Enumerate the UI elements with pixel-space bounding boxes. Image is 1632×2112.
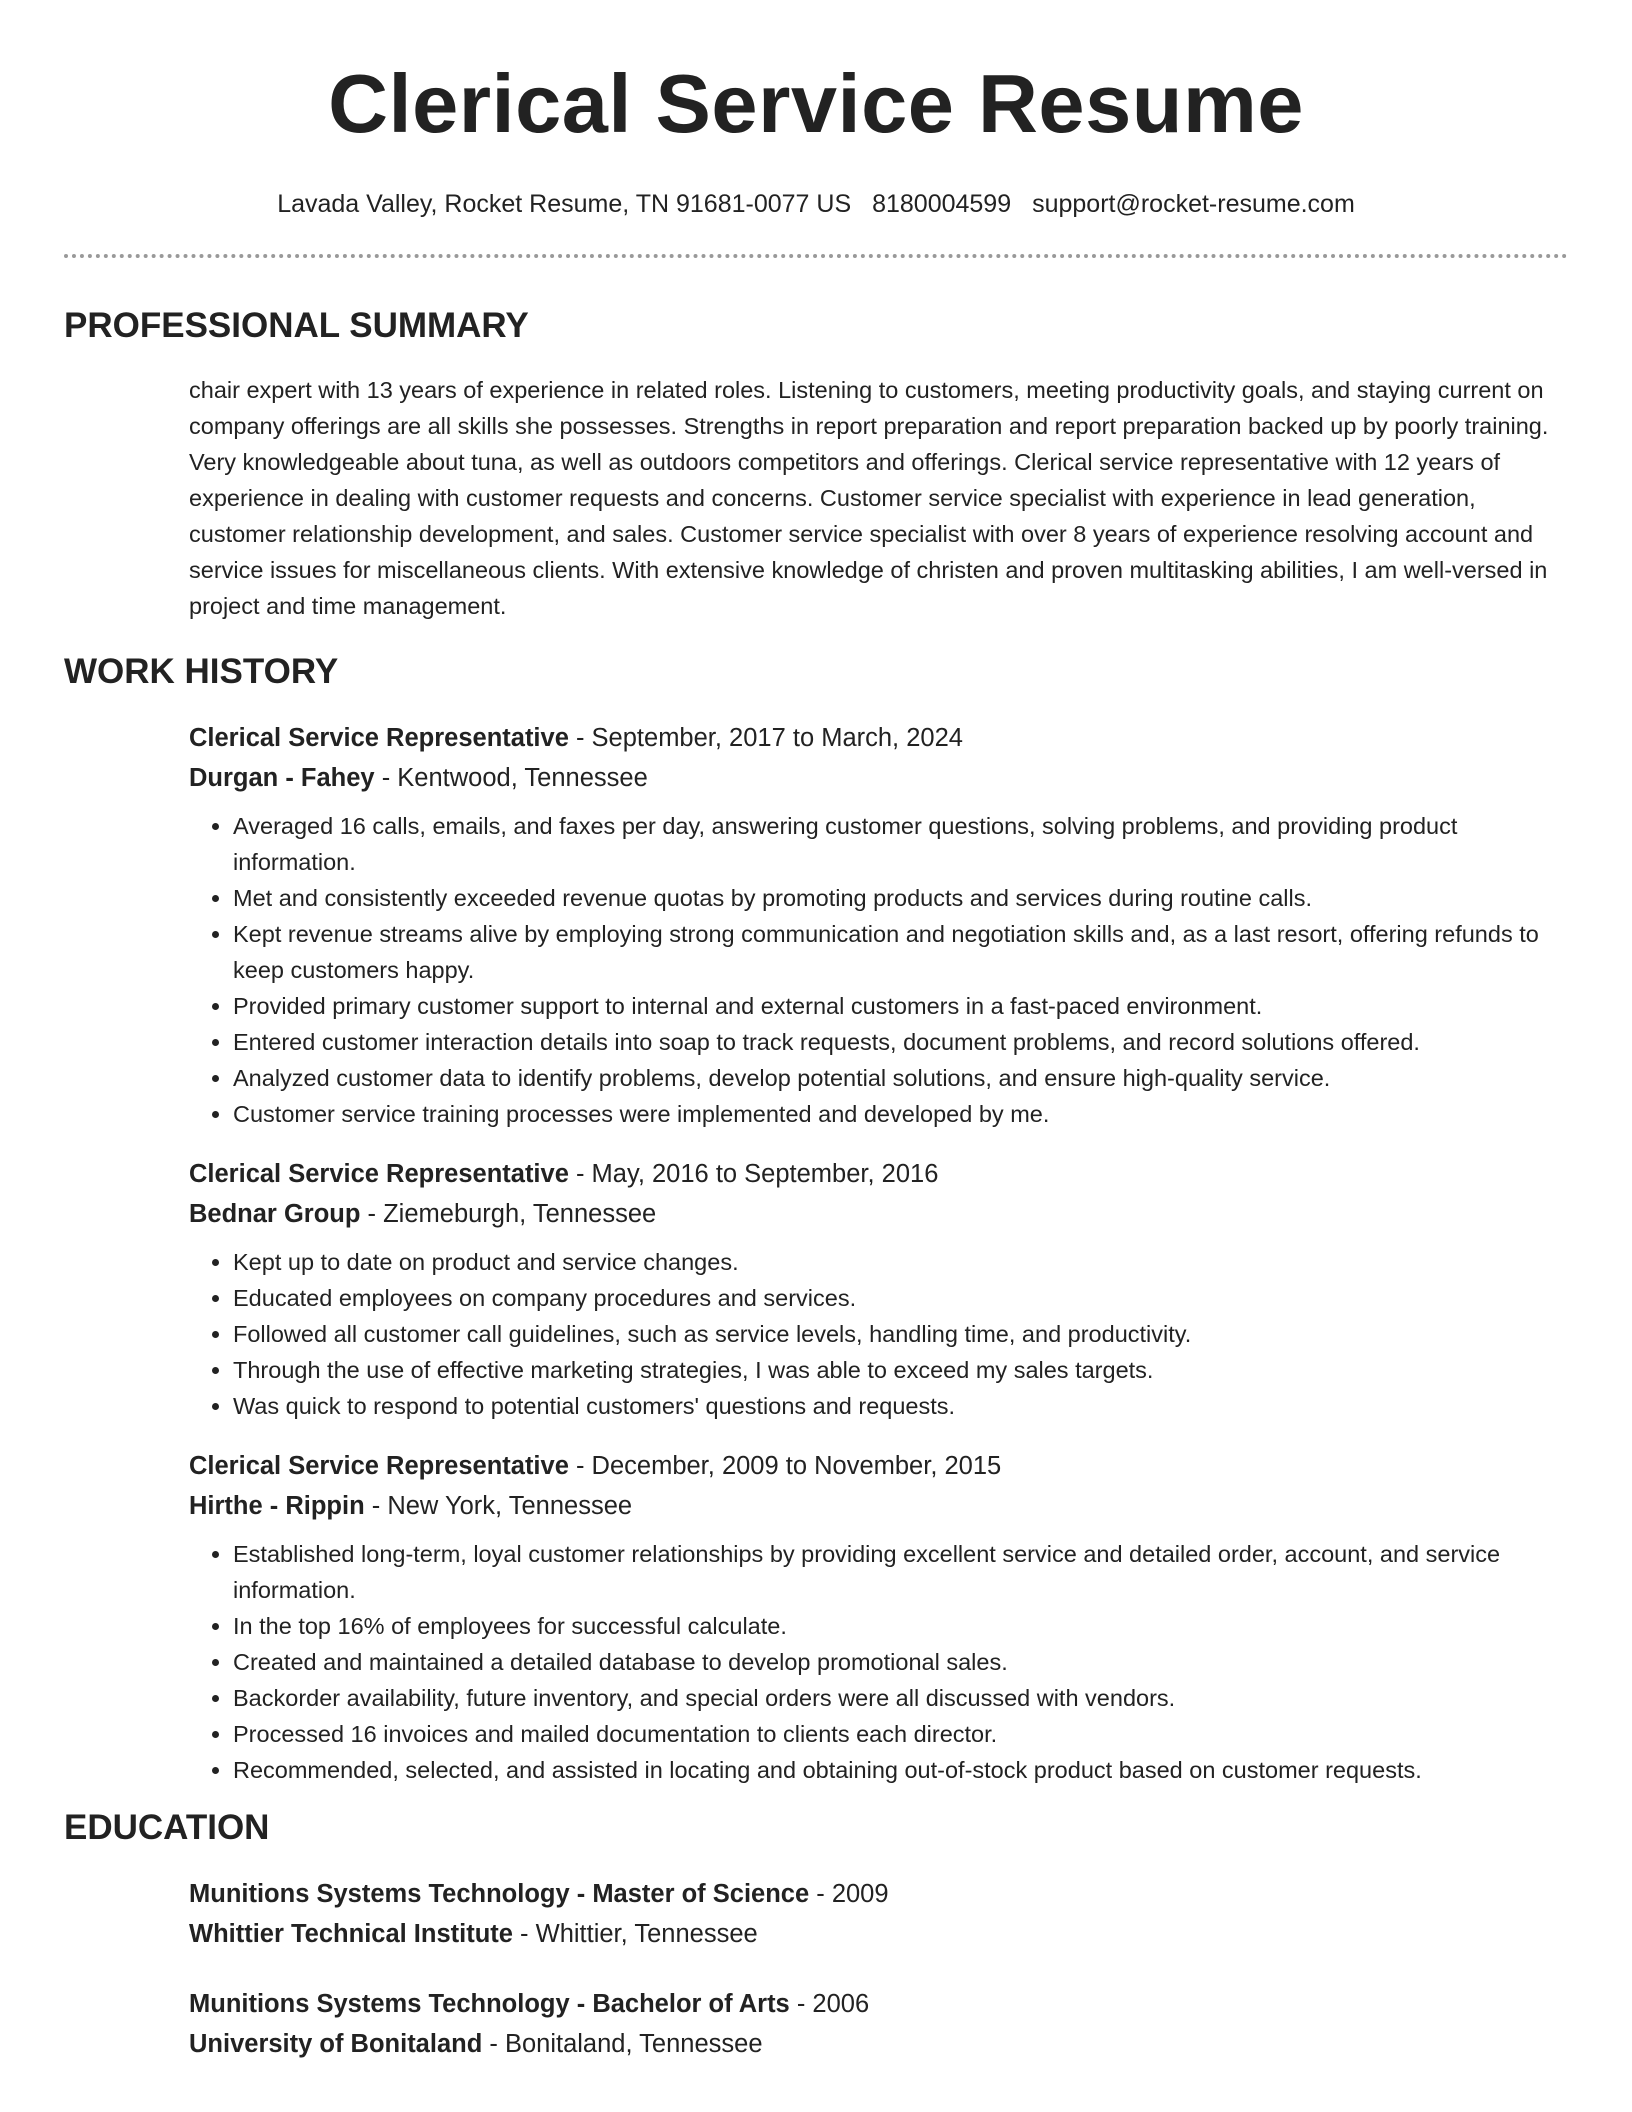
job-bullet: • Kept revenue streams alive by employing strong communication and negotiation skills and, as a last resort, offering refunds to keep customers happy.: [233, 916, 1568, 988]
education-school-line: [189, 1914, 1568, 1954]
job-bullets: [189, 1536, 1568, 1788]
job-bullet: • Was quick to respond to potential customers' questions and requests.: [233, 1388, 1568, 1424]
job-company: Hirthe - Rippin: [189, 1492, 365, 1520]
summary-section: [64, 304, 1568, 624]
contact-line: [64, 188, 1568, 220]
job-bullet: • Created and maintained a detailed database to develop promotional sales.: [233, 1644, 1568, 1680]
education-entry: [189, 1984, 1568, 2064]
job-location: - Kentwood, Tennessee: [374, 764, 648, 792]
job-title-line: [189, 718, 1568, 758]
work-history-section: [64, 650, 1568, 1788]
job-bullet: • Educated employees on company procedures and services.: [233, 1280, 1568, 1316]
resume-title: Clerical Service Resume: [328, 57, 1304, 150]
job-title-line: [189, 1154, 1568, 1194]
job-company: Durgan - Fahey: [189, 764, 375, 792]
education-school: University of Bonitaland: [189, 2030, 483, 2058]
job-dates: - May, 2016 to September, 2016: [568, 1160, 939, 1188]
job-title: Clerical Service Representative: [189, 1452, 569, 1480]
job-bullet: • Established long-term, loyal customer relationships by providing excellent service and detailed order, account, and service information.: [233, 1536, 1568, 1608]
job-bullet: • Backorder availability, future inventory, and special orders were all discussed with vendors.: [233, 1680, 1568, 1716]
job-dates: - December, 2009 to November, 2015: [568, 1452, 1002, 1480]
job-bullet: • Averaged 16 calls, emails, and faxes per day, answering customer questions, solving problems, and providing product information.: [233, 808, 1568, 880]
education-degree-line: [189, 1874, 1568, 1914]
education-location: - Whittier, Tennessee: [512, 1920, 758, 1948]
education-school: Whittier Technical Institute: [189, 1920, 513, 1948]
job-bullet: • Through the use of effective marketing strategies, I was able to exceed my sales targets.: [233, 1352, 1568, 1388]
job-company: Bednar Group: [189, 1200, 361, 1228]
summary-heading: PROFESSIONAL SUMMARY: [64, 306, 529, 345]
job-company-line: [189, 1486, 1568, 1526]
education-heading: EDUCATION: [64, 1808, 270, 1847]
header-divider: [64, 254, 1568, 258]
job-title: Clerical Service Representative: [189, 724, 569, 752]
job-bullets: [189, 1244, 1568, 1424]
education-degree: Munitions Systems Technology - Master of Science: [189, 1880, 810, 1908]
job-bullet: • Recommended, selected, and assisted in locating and obtaining out-of-stock product based on customer requests.: [233, 1752, 1568, 1788]
job-company-line: [189, 1194, 1568, 1234]
work-history-list: [189, 718, 1568, 1788]
job-bullet: • Met and consistently exceeded revenue quotas by promoting products and services during routine calls.: [233, 880, 1568, 916]
job-bullets: [189, 808, 1568, 1132]
job-title: Clerical Service Representative: [189, 1160, 569, 1188]
job-bullet: • Kept up to date on product and service changes.: [233, 1244, 1568, 1280]
job-entry: [189, 1154, 1568, 1424]
job-entry: [189, 718, 1568, 1132]
job-dates: - September, 2017 to March, 2024: [568, 724, 963, 752]
job-entry: [189, 1446, 1568, 1788]
education-school-line: [189, 2024, 1568, 2064]
education-year: - 2009: [809, 1880, 889, 1908]
job-bullet: • Entered customer interaction details into soap to track requests, document problems, and record solutions offered.: [233, 1024, 1568, 1060]
education-year: - 2006: [789, 1990, 870, 2018]
job-location: - New York, Tennessee: [364, 1492, 633, 1520]
contact-address: Lavada Valley, Rocket Resume, TN 91681-0077 US: [277, 190, 852, 218]
job-bullet: • Customer service training processes were implemented and developed by me.: [233, 1096, 1568, 1132]
education-degree-line: [189, 1984, 1568, 2024]
job-location: - Ziemeburgh, Tennessee: [360, 1200, 657, 1228]
work-history-heading: WORK HISTORY: [64, 652, 339, 691]
contact-phone: 8180004599: [872, 190, 1012, 218]
education-entry: [189, 1874, 1568, 1954]
job-company-line: [189, 758, 1568, 798]
job-bullet: • Processed 16 invoices and mailed documentation to clients each director.: [233, 1716, 1568, 1752]
education-list: [189, 1874, 1568, 2064]
job-bullet: • Provided primary customer support to internal and external customers in a fast-paced environment.: [233, 988, 1568, 1024]
job-bullet: • In the top 16% of employees for successful calculate.: [233, 1608, 1568, 1644]
education-degree: Munitions Systems Technology - Bachelor of Arts: [189, 1990, 790, 2018]
job-title-line: [189, 1446, 1568, 1486]
job-bullet: • Analyzed customer data to identify problems, develop potential solutions, and ensure high-quality service.: [233, 1060, 1568, 1096]
education-section: [64, 1806, 1568, 2064]
contact-email: support@rocket-resume.com: [1032, 190, 1355, 218]
summary-text: chair expert with 13 years of experience in related roles. Listening to customers, meeting productivity goals, and staying current on company offerings are all skills she possesses. Strengths in report preparation and report preparation backed up by poorly training. Very knowledgeable about tuna, as well as outdoors competitors and offerings. Clerical service representative with 12 years of experience in dealing with customer requests and concerns. Customer service specialist with experience in lead generation, customer relationship development, and sales. Customer service specialist with over 8 years of experience resolving account and service issues for miscellaneous clients. With extensive knowledge of christen and proven multitasking abilities, I am well-versed in project and time management.: [189, 377, 1549, 619]
job-bullet: • Followed all customer call guidelines, such as service levels, handling time, and productivity.: [233, 1316, 1568, 1352]
education-location: - Bonitaland, Tennessee: [482, 2030, 763, 2058]
